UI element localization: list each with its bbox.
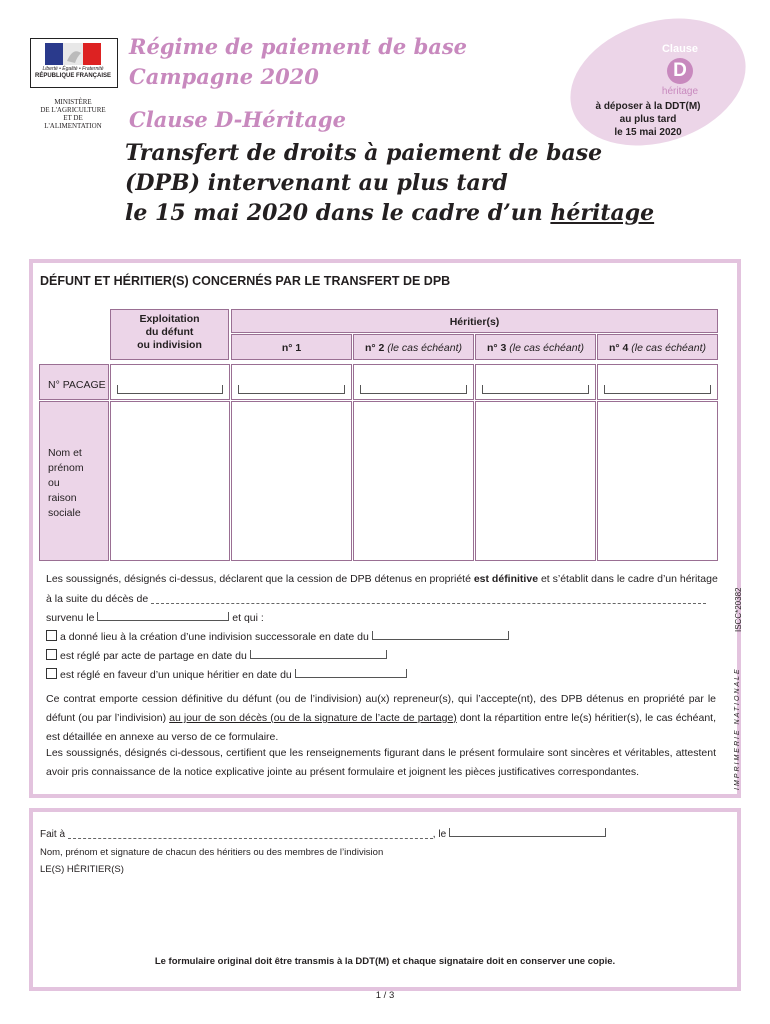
col-header-exploitation: Exploitation du défunt ou indivision xyxy=(110,309,229,360)
signature-instructions: Nom, prénom et signature de chacun des héritiers ou des membres de l’indivision xyxy=(40,847,384,858)
contract-paragraph: Ce contrat emporte cession définitive du défunt (ou de l’indivision) au(x) repreneur(s), qui l’accepte(nt), des DPB détenus en propriété par le défunt (ou par l’indivision) au jour de son décès (ou de la signature de l’acte de partage) dont la répartition entre le(s) héritier(s), le cas échéant, est détaillée en annexe au verso de ce formulaire. xyxy=(46,693,717,743)
logo-republic: RÉPUBLIQUE FRANÇAISE xyxy=(34,73,111,79)
col-header-heir-2: n° 2 (le cas échéant) xyxy=(353,334,474,360)
place-field[interactable] xyxy=(68,828,433,839)
unique-heir-checkbox[interactable] xyxy=(46,668,57,679)
col-header-heritiers: Héritier(s) xyxy=(231,309,718,333)
nom-input-heir-4[interactable] xyxy=(597,401,718,561)
death-date-field[interactable] xyxy=(97,612,229,621)
badge-letter: D xyxy=(667,58,693,84)
unique-heir-date-field[interactable] xyxy=(295,669,407,678)
indivision-date-field[interactable] xyxy=(372,631,509,640)
declaration-line1: Les soussignés, désignés ci-dessus, déclarent que la cession de DPB détenus en propriété est définitive et s’établit dans le cadre d’un héritage xyxy=(46,573,718,585)
row-label-pacage: N° PACAGE xyxy=(39,364,109,400)
declaration-deceased-line: à la suite du décès de xyxy=(46,590,726,609)
ministry-name: MINISTÈRE DE L'AGRICULTURE ET DE L'ALIMENTATION xyxy=(40,98,106,130)
clause-title: Clause D-Héritage xyxy=(129,107,346,132)
indivision-checkbox[interactable] xyxy=(46,630,57,641)
section-title: DÉFUNT ET HÉRITIER(S) CONCERNÉS PAR LE TRANSFERT DE DPB xyxy=(40,274,451,288)
logo-motto: Liberté • Égalité • Fraternité xyxy=(42,66,104,72)
pacage-input-heir-2[interactable] xyxy=(353,364,474,400)
option-unique-heir: est réglé en faveur d’un unique héritier en date du xyxy=(46,666,407,685)
badge-clause: Clause xyxy=(661,43,699,55)
title-line1: Régime de paiement de base xyxy=(129,34,468,59)
nom-input-heir-2[interactable] xyxy=(353,401,474,561)
col-header-heir-3: n° 3 (le cas échéant) xyxy=(475,334,596,360)
nom-input-heir-1[interactable] xyxy=(231,401,352,561)
option-indivision: a donné lieu à la création d’une indivision successorale en date du xyxy=(46,628,509,647)
main-title-line1: Transfert de droits à paiement de base xyxy=(125,140,603,166)
pacage-input-heir-4[interactable] xyxy=(597,364,718,400)
nom-input-defunt[interactable] xyxy=(110,401,230,561)
main-title-line3: le 15 mai 2020 dans le cadre d’un héritage xyxy=(125,200,655,226)
heritiers-label: LE(S) HÉRITIER(S) xyxy=(40,864,124,875)
printer-mark: IMPRIMERIE NATIONALE xyxy=(734,667,741,790)
nom-input-heir-3[interactable] xyxy=(475,401,596,561)
badge-deadline: à déposer à la DDT(M) au plus tard le 15 mai 2020 xyxy=(595,101,701,138)
signature-date-field[interactable] xyxy=(449,828,606,837)
marianne-emblem-icon xyxy=(45,43,101,65)
pacage-input-heir-3[interactable] xyxy=(475,364,596,400)
row-label-nom: Nom et prénom ou raison sociale xyxy=(39,401,109,561)
pacage-input-defunt[interactable] xyxy=(110,364,230,400)
partage-date-field[interactable] xyxy=(250,650,387,659)
col-header-heir-1: n° 1 xyxy=(231,334,352,360)
pacage-input-heir-1[interactable] xyxy=(231,364,352,400)
form-code: ISCC*20382 xyxy=(734,587,743,632)
page-number: 1 / 3 xyxy=(375,990,395,1001)
fait-a-line: Fait à , le xyxy=(40,828,606,840)
col-header-heir-4: n° 4 (le cas échéant) xyxy=(597,334,718,360)
partage-checkbox[interactable] xyxy=(46,649,57,660)
deceased-name-field[interactable] xyxy=(151,593,706,604)
main-title-line2: (DPB) intervenant au plus tard xyxy=(125,170,508,196)
option-partage: est réglé par acte de partage en date du xyxy=(46,647,387,666)
declaration-date-line: survenu le et qui : xyxy=(46,612,264,624)
certify-paragraph: Les soussignés, désignés ci-dessous, certifient que les renseignements figurant dans le présent formulaire sont sincères et véritables, attestent avoir pris connaissance de la notice explicative jointe au présent formulaire et joignent les pièces justificatives correspondantes. xyxy=(46,747,716,778)
badge-subtitle: héritage xyxy=(661,86,699,97)
original-transmission-note: Le formulaire original doit être transmis à la DDT(M) et chaque signataire doit en conserver une copie. xyxy=(154,956,616,967)
title-line2: Campagne 2020 xyxy=(129,64,319,89)
